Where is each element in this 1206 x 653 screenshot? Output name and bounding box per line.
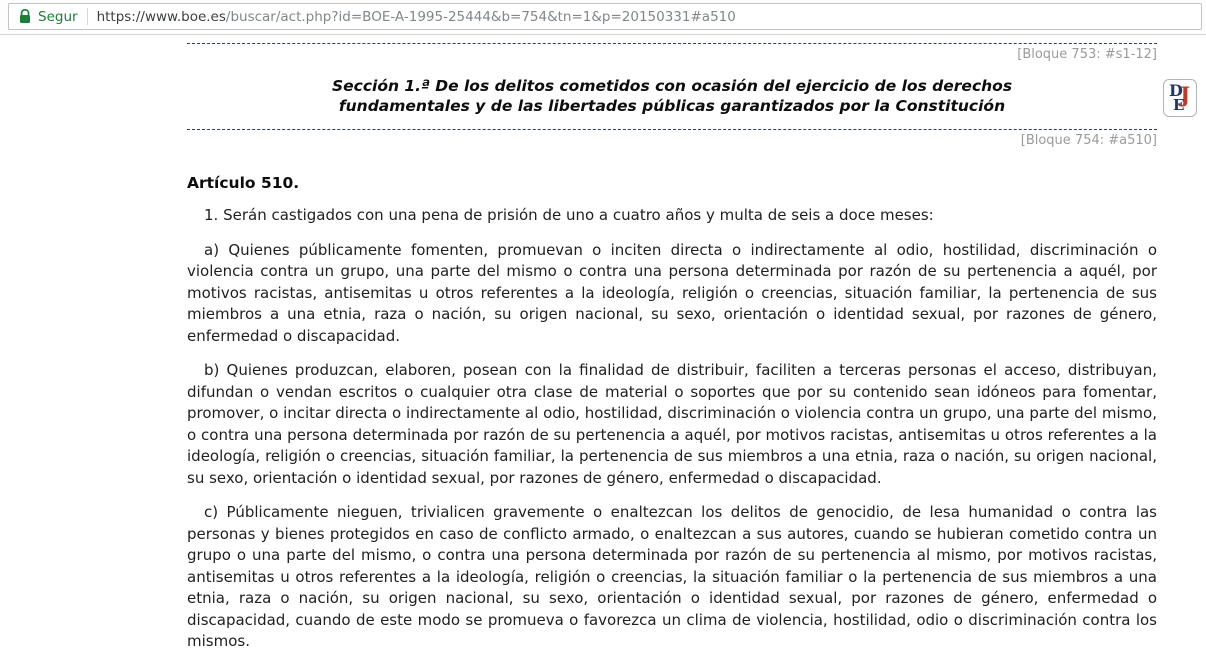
article-paragraph-c: c) Públicamente nieguen, trivialicen gravemente o enaltezcan los delitos de genocidio, de lesa humanidad o contra las personas y bienes protegidos en caso de conflicto armado, o enaltezcan a sus autores, cuando se hubieran cometido contra un grupo o una parte del mismo, o contra una persona determinada por razón de su pertenencia al mismo, por motivos racistas, antisemitas u otros referentes a la ideología, religión o creencias, la situación familiar o la pertenencia de sus miembros a una etnia, raza o nación, su origen nacional, su sexo, orientación o identidad sexual, por razones de género, enfermedad o discapacidad, cuando de este modo se promueva o favorezca un clima de violencia, hostilidad, odio o discriminación contra los mismos. <box>187 503 1157 650</box>
bloque-marker-label: [Bloque 754: #a510] <box>1020 133 1157 148</box>
article-paragraph-a: a) Quienes públicamente fomenten, promuevan o inciten directa o indirectamente al odio, hostilidad, discriminación o violencia contra un grupo, una parte del mismo o contra una persona determinada por razón de su pertenencia a aquél, por motivos racistas, antisemitas u otros referentes a la ideología, religión o creencias, situación familiar, la pertenencia de sus miembros a una etnia, raza o nación, su origen nacional, su sexo, orientación o identidad sexual, por razones de género, enfermedad o discapacidad. <box>187 240 1157 345</box>
article-title: Artículo 510. <box>187 174 300 192</box>
dej-dictionary-button[interactable] <box>1163 79 1197 117</box>
dej-letter-d: D <box>1169 81 1183 100</box>
security-chip[interactable] <box>19 9 78 25</box>
boe-document-page <box>0 35 1206 653</box>
bloque-marker-753 <box>187 43 1157 63</box>
url-text[interactable] <box>97 9 736 25</box>
address-bar[interactable] <box>8 3 1202 30</box>
url-path: /buscar/act.php?id=BOE-A-1995-25444&b=754&tn=1&p=20150331#a510 <box>225 8 736 25</box>
section-heading: Sección 1.ª De los delitos cometidos con ocasión del ejercicio de los derechos fundamentales y de las libertades públicas garantizados por la Constitución <box>331 77 1013 115</box>
bloque-marker-754 <box>187 129 1157 149</box>
security-chip-label: Segur <box>38 8 78 25</box>
dej-letter-j: J <box>1180 82 1190 107</box>
chip-url-divider <box>87 8 88 25</box>
lock-icon <box>19 9 31 24</box>
browser-toolbar <box>0 0 1206 35</box>
article-paragraph-intro: 1. Serán castigados con una pena de prisión de uno a cuatro años y multa de seis a doce meses: <box>204 206 934 224</box>
dej-letter-e: E <box>1173 96 1185 114</box>
bloque-marker-label: [Bloque 753: #s1-12] <box>1017 47 1157 62</box>
url-host: https://www.boe.es <box>96 8 226 25</box>
article-paragraph-b: b) Quienes produzcan, elaboren, posean con la finalidad de distribuir, faciliten a terceras personas el acceso, distribuyan, difundan o vendan escritos o cualquier otra clase de material o soportes que por su contenido sean idóneos para fomentar, promover, o incitar directa o indirectamente al odio, hostilidad, discriminación o violencia contra un grupo, una parte del mismo, o contra una persona determinada por razón de su pertenencia a aquél, por motivos racistas, antisemitas u otros referentes a la ideología, religión o creencias, situación familiar, la pertenencia de sus miembros a una etnia, raza o nación, su origen nacional, su sexo, orientación o identidad sexual, por razones de género, enfermedad o discapacidad. <box>187 361 1157 487</box>
